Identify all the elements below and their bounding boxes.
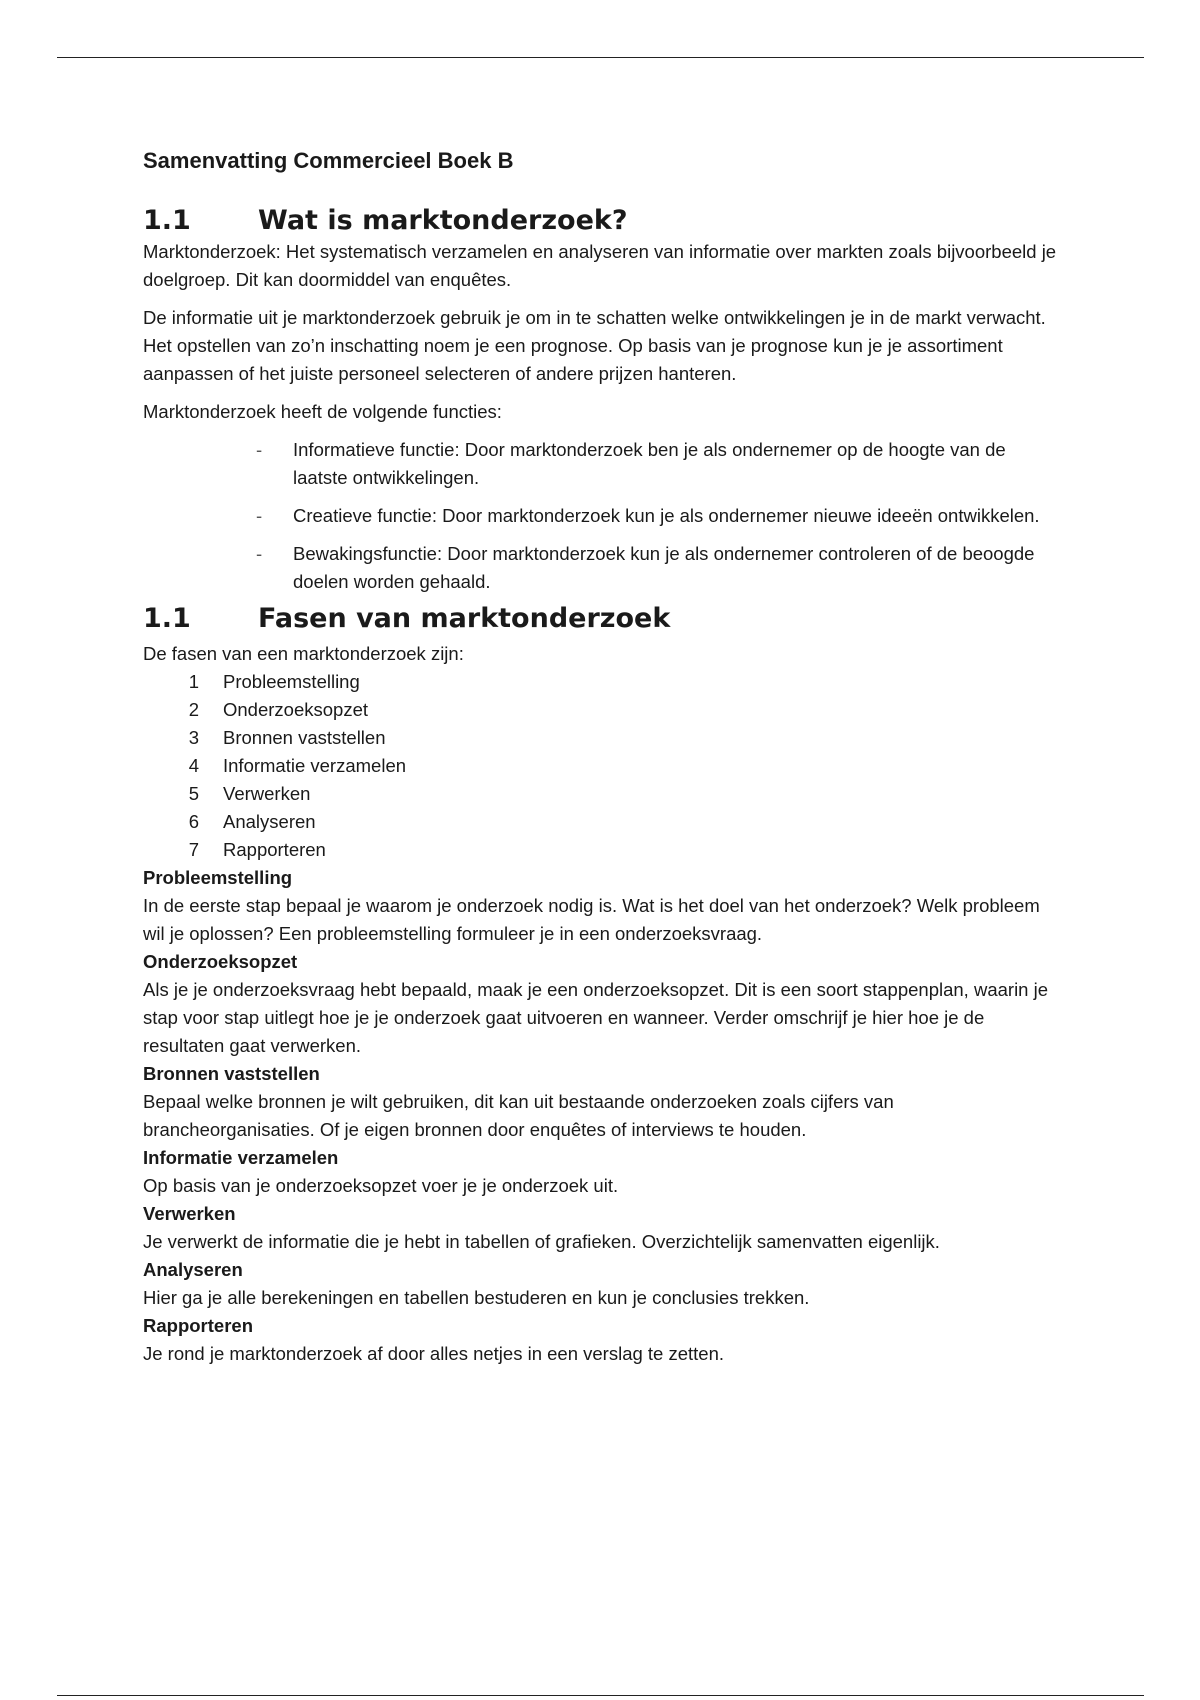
list-item [143, 780, 1063, 808]
section-number: 1.1 [143, 603, 191, 634]
section-heading-wat-is-marktonderzoek [143, 204, 1063, 238]
bullet-marker: - [256, 439, 263, 460]
bullet-marker: - [256, 543, 263, 564]
section-title: Fasen van marktonderzoek [258, 603, 671, 634]
list-item [143, 724, 1063, 752]
list-item [143, 752, 1063, 780]
list-item [143, 502, 1063, 530]
phase-detail-probleemstelling [143, 864, 1063, 948]
list-item [143, 668, 1063, 696]
phase-description: Op basis van je onderzoeksopzet voer je je onderzoek uit. [143, 1175, 619, 1196]
phase-description: In de eerste stap bepaal je waarom je onderzoek nodig is. Wat is het doel van het onderzoek? Welk probleem wil je oplossen? Een probleemstelling formuleer je in een onderzoeksvraag. [143, 895, 1040, 944]
phases-list [143, 668, 1063, 864]
list-item-text: Bewakingsfunctie: Door marktonderzoek kun je als ondernemer controleren of de beoogde doelen worden gehaald. [293, 543, 1035, 592]
phases-intro: De fasen van een marktonderzoek zijn: [143, 643, 464, 664]
phase-subheading: Informatie verzamelen [143, 1147, 339, 1168]
bottom-rule [57, 1695, 1144, 1696]
list-item [143, 808, 1063, 836]
phase-subheading: Probleemstelling [143, 867, 293, 888]
list-item-text: Probleemstelling [223, 671, 360, 692]
list-item [143, 436, 1063, 492]
list-item-text: Bronnen vaststellen [223, 727, 386, 748]
list-item-text: Creatieve functie: Door marktonderzoek kun je als ondernemer nieuwe ideeën ontwikkelen. [293, 505, 1040, 526]
list-number: 6 [188, 811, 199, 832]
list-item-text: Analyseren [223, 811, 316, 832]
phase-detail-informatie-verzamelen [143, 1144, 1063, 1200]
top-rule [57, 57, 1144, 58]
list-item [143, 696, 1063, 724]
phase-subheading: Verwerken [143, 1203, 236, 1224]
phase-subheading: Analyseren [143, 1259, 243, 1280]
bullet-marker: - [256, 505, 263, 526]
phase-description: Hier ga je alle berekeningen en tabellen bestuderen en kun je conclusies trekken. [143, 1287, 810, 1308]
phase-detail-onderzoeksopzet [143, 948, 1063, 1060]
phase-detail-rapporteren [143, 1312, 1063, 1368]
phase-detail-analyseren [143, 1256, 1063, 1312]
list-item-text: Rapporteren [223, 839, 326, 860]
list-number: 1 [188, 671, 199, 692]
list-number: 2 [188, 699, 199, 720]
section-number: 1.1 [143, 205, 191, 236]
paragraph-functies-intro: Marktonderzoek heeft de volgende functies: [143, 401, 502, 422]
list-item-text: Informatieve functie: Door marktonderzoek ben je als ondernemer op de hoogte van de laatste ontwikkelingen. [293, 439, 1006, 488]
phase-subheading: Rapporteren [143, 1315, 253, 1336]
list-number: 7 [188, 839, 199, 860]
phase-subheading: Bronnen vaststellen [143, 1063, 320, 1084]
section-title: Wat is marktonderzoek? [258, 205, 628, 236]
list-number: 4 [188, 755, 199, 776]
paragraph-prognose: De informatie uit je marktonderzoek gebruik je om in te schatten welke ontwikkelingen je in de markt verwacht. Het opstellen van zo’n inschatting noem je een prognose. Op basis van je prognose kun je je assortiment aanpassen of het juiste personeel selecteren of andere prijzen hanteren. [143, 307, 1046, 384]
phase-description: Als je je onderzoeksvraag hebt bepaald, maak je een onderzoeksopzet. Dit is een soort stappenplan, waarin je stap voor stap uitlegt hoe je je onderzoek gaat uitvoeren en wanneer. Verder omschrijf je hier hoe je de resultaten gaat verwerken. [143, 979, 1049, 1056]
list-number: 3 [188, 727, 199, 748]
phase-description: Je rond je marktonderzoek af door alles netjes in een verslag te zetten. [143, 1343, 725, 1364]
paragraph-definition: Marktonderzoek: Het systematisch verzamelen en analyseren van informatie over markten zoals bijvoorbeeld je doelgroep. Dit kan doormiddel van enquêtes. [143, 241, 1057, 290]
list-item-text: Verwerken [223, 783, 311, 804]
list-item [143, 836, 1063, 864]
list-item-text: Onderzoeksopzet [223, 699, 369, 720]
section-heading-fasen-van-marktonderzoek [143, 602, 1063, 636]
phase-detail-bronnen-vaststellen [143, 1060, 1063, 1144]
phase-description: Je verwerkt de informatie die je hebt in tabellen of grafieken. Overzichtelijk samenvatten eigenlijk. [143, 1231, 940, 1252]
phase-detail-verwerken [143, 1200, 1063, 1256]
list-item [143, 540, 1063, 596]
phase-description: Bepaal welke bronnen je wilt gebruiken, dit kan uit bestaande onderzoeken zoals cijfers van brancheorganisaties. Of je eigen bronnen door enquêtes of interviews te houden. [143, 1091, 894, 1140]
document-title: Samenvatting Commercieel Boek B [143, 148, 514, 173]
functions-list [143, 436, 1063, 596]
document-body [143, 140, 1063, 1368]
phase-subheading: Onderzoeksopzet [143, 951, 298, 972]
list-item-text: Informatie verzamelen [223, 755, 407, 776]
list-number: 5 [188, 783, 199, 804]
